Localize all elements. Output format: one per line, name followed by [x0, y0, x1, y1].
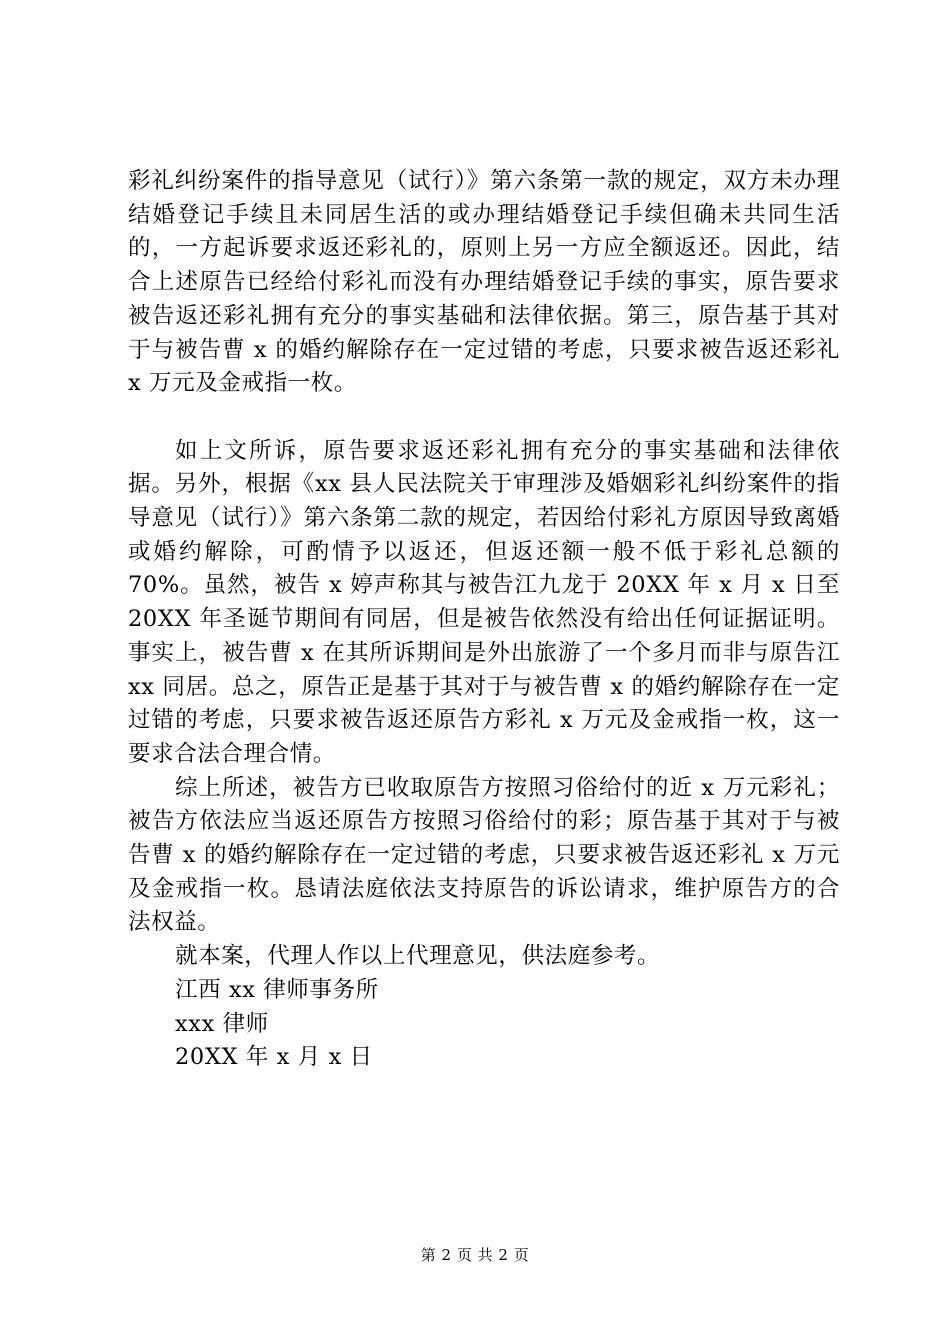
paragraph-4: 就本案，代理人作以上代理意见，供法庭参考。 — [175, 943, 661, 970]
document-body — [128, 165, 840, 1075]
paragraph-1: 彩礼纠纷案件的指导意见（试行）》第六条第一款的规定，双方未办理结婚登记手续且未同居生活的或办理结婚登记手续但确未共同生活的，一方起诉要求返还彩礼的，原则上另一方应全额返还。因此，结合上述原告已经给付彩礼而没有办理结婚登记手续的事实，原告要求被告返还彩礼拥有充分的事实基础和法律依据。第三，原告基于其对于与被告曹 x 的婚约解除存在一定过错的考虑，只要求被告返还彩礼 x 万元及金戒指一枚。 — [128, 168, 840, 397]
signature-date: 20XX 年 x 月 x 日 — [175, 1044, 373, 1071]
signature-firm: 江西 xx 律师事务所 — [175, 976, 379, 1003]
paragraph-2: 如上文所诉，原告要求返还彩礼拥有充分的事实基础和法律依据。另外，根据《xx 县人民法院关于审理涉及婚姻彩礼纠纷案件的指导意见（试行）》第六条第二款的规定，若因给付彩礼方原因导致离婚或婚约解除，可酌情予以返还，但返还额一般不低于彩礼总额的 70%。虽然，被告 x 婷声称其与被告江九龙于 20XX 年 x 月 x 日至 20XX 年圣诞节期间有同居，但是被告依然没有给出任何证据证明。事实上，被告曹 x 在其所诉期间是外出旅游了一个多月而非与原告江 xx 同居。总之，原告正是基于其对于与被告曹 x 的婚约解除存在一定过错的考虑，只要求被告返还原告方彩礼 x 万元及金戒指一枚，这一要求合法合理合情。 — [128, 437, 840, 767]
signature-lawyer: xxx 律师 — [175, 1010, 269, 1037]
paragraph-3: 综上所述，被告方已收取原告方按照习俗给付的近 x 万元彩礼；被告方依法应当返还原告方按照习俗给付的彩；原告基于其对于与被告曹 x 的婚约解除存在一定过错的考虑，只要求被告返还彩礼 x 万元及金戒指一枚。恳请法庭依法支持原告的诉讼请求，维护原告方的合法权益。 — [128, 774, 840, 936]
page-footer: 第 2 页 共 2 页 — [420, 1246, 530, 1264]
paragraph-gap — [128, 401, 840, 435]
